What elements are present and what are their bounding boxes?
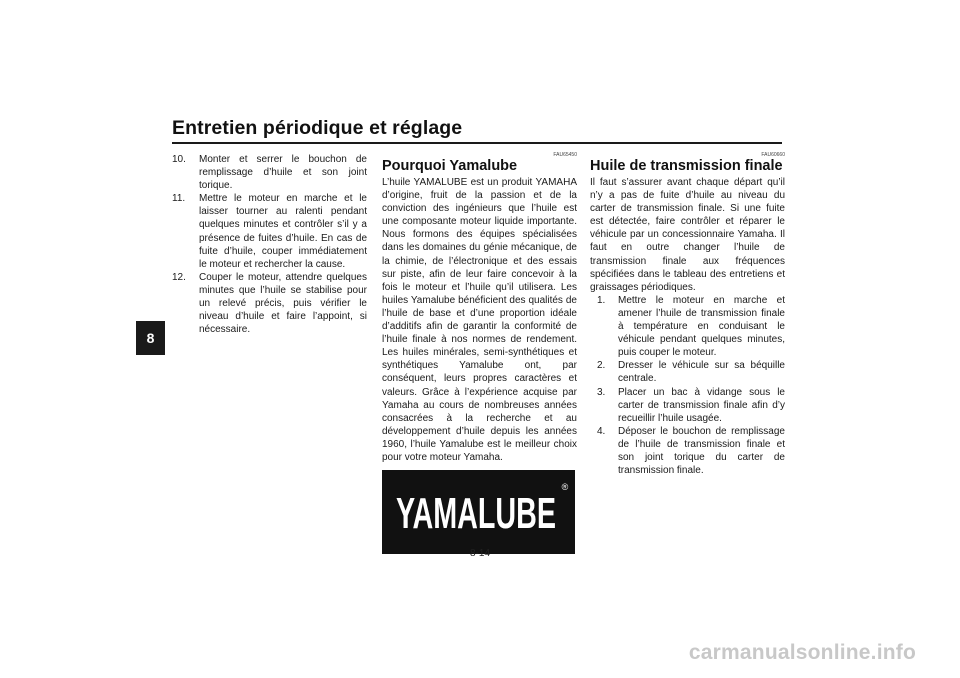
step-number: 11. — [172, 193, 186, 205]
chapter-tab: 8 — [136, 321, 165, 355]
step-item — [172, 153, 367, 192]
step-number: 4. — [597, 425, 606, 437]
step-text: Déposer le bouchon de remplissage de l’huile de transmission finale et son joint torique du carter de transmission finale. — [618, 425, 785, 477]
page-number: 8-14 — [469, 548, 490, 559]
section-paragraph: L’huile YAMALUBE est un produit YAMAHA d’origine, fruit de la passion et de la conviction des ingénieurs que l’huile est une composante moteur liquide importante. Nous formons des équipes spécialisées dans les domaines du génie mécanique, de la chimie, de l’électronique et des essais sur piste, afin de leur faire concevoir à la fois le moteur et l’huile qu’il utilisera. Les huiles Yamalube bénéficient des qualités de l’huile de base et d’une proportion idéale d’additifs afin de garantir la conformité de l’huile finale à nos normes de rendement. Les huiles minérales, semi-synthétiques et synthétiques Yamalube ont, par conséquent, leurs propres caractères et valeurs. Grâce à l’expérience acquise par Yamaha au cours de nombreuses années consacrées à la recherche et au développement d’huile depuis les années 1960, l’huile Yamalube est le meilleur choix pour votre moteur Yamaha. — [382, 177, 577, 463]
step-number: 10. — [172, 154, 186, 165]
registered-mark: ® — [561, 482, 569, 493]
section-code: FAU65450 — [553, 152, 577, 158]
yamalube-logo — [382, 470, 575, 554]
step-text: Mettre le moteur en marche et amener l’huile de transmission finale à température en conduisant le véhicule pendant quelques minutes, puis couper le moteur. — [618, 294, 785, 359]
step-text: Couper le moteur, attendre quelques minutes que l’huile se stabilise pour un relevé précis, puis vérifier le niveau d’huile et faire l’appoint, si nécessaire. — [199, 271, 367, 336]
step-number: 1. — [597, 294, 606, 306]
left-column — [172, 153, 367, 336]
middle-column — [382, 152, 577, 554]
title-rule — [172, 142, 782, 144]
section-title-transmission: Huile de transmission finale — [590, 158, 783, 174]
step-number: 12. — [172, 271, 186, 283]
section-paragraph: Il faut s’assurer avant chaque départ qu’il n’y a pas de fuite d’huile au niveau du carter de transmission finale. Si une fuite est détectée, faire contrôler et réparer le véhicule par un concessionnaire Yamaha. Il faut en outre changer l’huile de transmission finale aux fréquences spécifiées dans le tableau des entretiens et graissages périodiques. — [590, 177, 785, 293]
step-item — [172, 192, 367, 271]
yamalube-logo-graphic — [382, 470, 575, 554]
page-title: Entretien périodique et réglage — [172, 117, 463, 139]
section-title-yamalube: Pourquoi Yamalube — [382, 158, 518, 174]
step-text: Mettre le moteur en marche et le laisser tourner au ralenti pendant quelques minutes et contrôler s’il y a présence de fuites d’huile. En cas de fuite d’huile, couper immédiatement le moteur et rechercher la cause. — [199, 193, 367, 270]
step-item — [590, 425, 785, 477]
step-number: 2. — [597, 360, 606, 372]
watermark[interactable]: carmanualsonline.info — [688, 641, 916, 664]
step-item — [172, 271, 367, 336]
step-text: Dresser le véhicule sur sa béquille centrale. — [618, 360, 785, 385]
step-text: Placer un bac à vidange sous le carter de transmission finale afin d’y recueillir l’huile usagée. — [618, 386, 785, 424]
step-item — [590, 386, 785, 425]
section-code: FAU60660 — [761, 152, 785, 158]
step-item — [590, 359, 785, 385]
step-number: 3. — [597, 386, 606, 398]
step-item — [590, 294, 785, 359]
yamalube-logo-text: YAMALUBE — [396, 489, 556, 539]
step-text: Monter et serrer le bouchon de remplissage d’huile et son joint torique. — [199, 154, 367, 192]
right-column — [590, 152, 785, 477]
